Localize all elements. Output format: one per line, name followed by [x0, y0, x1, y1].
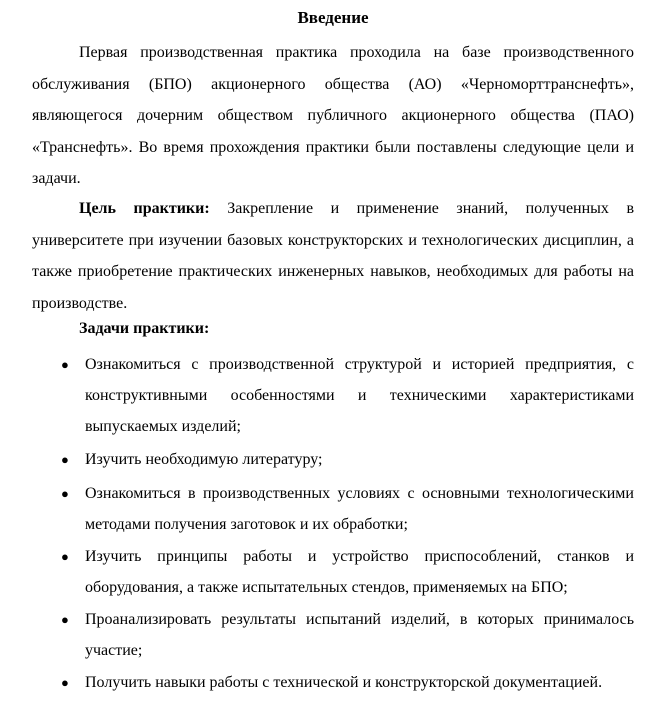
list-item-text: Ознакомиться с производственной структурой и историей предприятия, с конструктивными особенностями и техническими характеристиками выпускаемых изделий; — [85, 356, 634, 435]
goal-label: Цель практики: — [79, 200, 210, 217]
goal-paragraph — [32, 193, 634, 319]
list-item-text: Изучить необходимую литературу; — [85, 451, 323, 468]
list-item-text: Проанализировать результаты испытаний изделий, в которых принималось участие; — [85, 611, 634, 659]
bullet-icon: ● — [61, 486, 69, 501]
list-item-text: Ознакомиться в производственных условиях с основными технологическими методами получения заготовок и их обработки; — [85, 485, 634, 533]
bullet-icon: ● — [61, 357, 69, 372]
tasks-heading: Задачи практики: — [79, 320, 210, 337]
bullet-icon: ● — [61, 549, 69, 564]
list-item-text: Получить навыки работы с технической и конструкторской документацией. — [85, 674, 603, 691]
bullet-icon: ● — [61, 612, 69, 627]
goal-text: Закрепление и применение знаний, полученных в университете при изучении базовых конструкторских и технологических дисциплин, а также приобретение практических инженерных навыков, необходимых для работы на производстве. — [32, 200, 634, 312]
bullet-icon: ● — [61, 452, 69, 467]
intro-paragraph: Первая производственная практика проходила на базе производственного обслуживания (БПО) акционерного общества (АО) «Черноморттранснефть», являющегося дочерним обществом публичного акционерного общества (ПАО) «Транснефть». Во время прохождения практики были поставлены следующие цели и задачи. — [32, 44, 634, 187]
list-item-text: Изучить принципы работы и устройство приспособлений, станков и оборудования, а также испытательных стендов, применяемых на БПО; — [85, 548, 634, 596]
page-title: Введение — [297, 8, 369, 27]
bullet-icon: ● — [61, 675, 69, 690]
